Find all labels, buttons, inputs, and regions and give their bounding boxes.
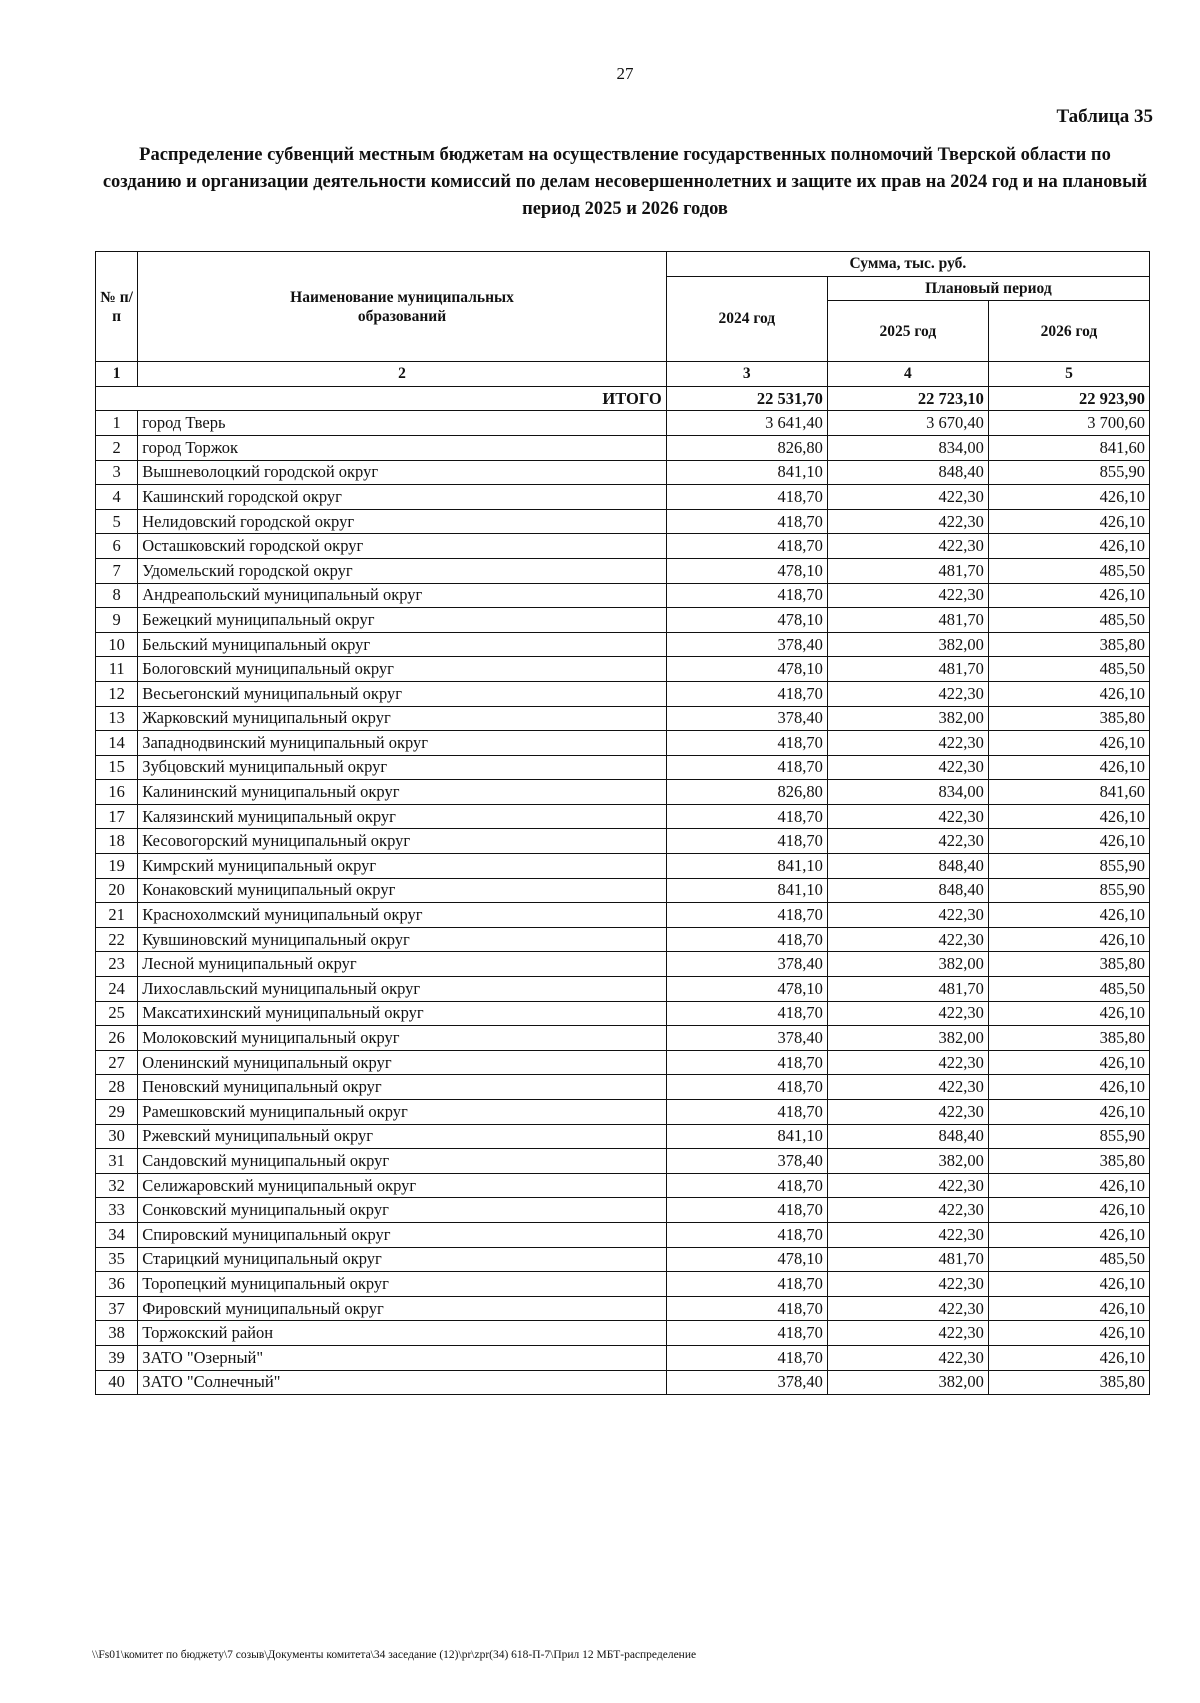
amount-2024: 478,10 <box>666 977 827 1002</box>
amount-2025: 422,30 <box>827 1100 988 1125</box>
table-row <box>96 780 1150 805</box>
header-name: Наименование муниципальных образований <box>138 252 666 362</box>
table-row <box>96 1124 1150 1149</box>
amount-2025: 834,00 <box>827 435 988 460</box>
amount-2025: 3 670,40 <box>827 411 988 436</box>
amount-2025: 422,30 <box>827 681 988 706</box>
amount-2026: 485,50 <box>988 657 1149 682</box>
row-number: 3 <box>96 460 138 485</box>
table-row <box>96 1198 1150 1223</box>
table-row <box>96 1149 1150 1174</box>
amount-2024: 418,70 <box>666 1075 827 1100</box>
table-row <box>96 1173 1150 1198</box>
row-number: 39 <box>96 1345 138 1370</box>
amount-2024: 418,70 <box>666 731 827 756</box>
municipality-name: Торжокский район <box>138 1321 666 1346</box>
header-sum: Сумма, тыс. руб. <box>666 252 1149 277</box>
subventions-table <box>95 251 1150 1395</box>
table-row <box>96 1321 1150 1346</box>
municipality-name: Ржевский муниципальный округ <box>138 1124 666 1149</box>
amount-2024: 418,70 <box>666 755 827 780</box>
amount-2025: 422,30 <box>827 903 988 928</box>
row-number: 29 <box>96 1100 138 1125</box>
amount-2026: 426,10 <box>988 1222 1149 1247</box>
amount-2025: 382,00 <box>827 952 988 977</box>
amount-2026: 426,10 <box>988 804 1149 829</box>
amount-2024: 418,70 <box>666 681 827 706</box>
row-number: 31 <box>96 1149 138 1174</box>
amount-2025: 422,30 <box>827 534 988 559</box>
table-row <box>96 681 1150 706</box>
amount-2025: 422,30 <box>827 804 988 829</box>
row-number: 14 <box>96 731 138 756</box>
amount-2025: 481,70 <box>827 977 988 1002</box>
row-number: 5 <box>96 509 138 534</box>
amount-2024: 418,70 <box>666 927 827 952</box>
amount-2026: 485,50 <box>988 608 1149 633</box>
amount-2026: 426,10 <box>988 1272 1149 1297</box>
row-number: 1 <box>96 411 138 436</box>
page-number: 27 <box>616 64 634 83</box>
row-number: 37 <box>96 1296 138 1321</box>
amount-2026: 426,10 <box>988 1198 1149 1223</box>
row-number: 7 <box>96 558 138 583</box>
row-number: 6 <box>96 534 138 559</box>
table-row <box>96 731 1150 756</box>
amount-2024: 418,70 <box>666 1345 827 1370</box>
table-row <box>96 1296 1150 1321</box>
row-number: 16 <box>96 780 138 805</box>
amount-2025: 422,30 <box>827 1345 988 1370</box>
municipality-name: Лихославльский муниципальный округ <box>138 977 666 1002</box>
total-2026: 22 923,90 <box>988 386 1149 411</box>
amount-2025: 422,30 <box>827 1321 988 1346</box>
table-row <box>96 755 1150 780</box>
amount-2026: 426,10 <box>988 903 1149 928</box>
row-number: 27 <box>96 1050 138 1075</box>
amount-2024: 418,70 <box>666 583 827 608</box>
amount-2026: 385,80 <box>988 1026 1149 1051</box>
column-numbers-row <box>96 362 1150 387</box>
municipality-name: Кашинский городской округ <box>138 485 666 510</box>
amount-2026: 426,10 <box>988 755 1149 780</box>
column-number: 2 <box>138 362 666 387</box>
table-row <box>96 411 1150 436</box>
table-row <box>96 509 1150 534</box>
amount-2025: 481,70 <box>827 1247 988 1272</box>
amount-2024: 418,70 <box>666 1321 827 1346</box>
amount-2025: 422,30 <box>827 1075 988 1100</box>
table-row <box>96 534 1150 559</box>
row-number: 17 <box>96 804 138 829</box>
amount-2026: 426,10 <box>988 1075 1149 1100</box>
amount-2025: 422,30 <box>827 1296 988 1321</box>
amount-2025: 422,30 <box>827 1222 988 1247</box>
amount-2026: 385,80 <box>988 1370 1149 1395</box>
amount-2026: 426,10 <box>988 1321 1149 1346</box>
amount-2024: 418,70 <box>666 1198 827 1223</box>
municipality-name: Бежецкий муниципальный округ <box>138 608 666 633</box>
amount-2026: 426,10 <box>988 509 1149 534</box>
table-row <box>96 608 1150 633</box>
table-row <box>96 1345 1150 1370</box>
amount-2026: 841,60 <box>988 780 1149 805</box>
amount-2025: 848,40 <box>827 460 988 485</box>
table-row <box>96 1100 1150 1125</box>
header-year-2025: 2025 год <box>827 301 988 362</box>
amount-2025: 481,70 <box>827 657 988 682</box>
total-2024: 22 531,70 <box>666 386 827 411</box>
amount-2025: 382,00 <box>827 706 988 731</box>
amount-2026: 426,10 <box>988 927 1149 952</box>
municipality-name: Сонковский муниципальный округ <box>138 1198 666 1223</box>
table-row <box>96 558 1150 583</box>
amount-2024: 378,40 <box>666 632 827 657</box>
municipality-name: Торопецкий муниципальный округ <box>138 1272 666 1297</box>
amount-2026: 855,90 <box>988 854 1149 879</box>
amount-2025: 422,30 <box>827 583 988 608</box>
amount-2025: 422,30 <box>827 927 988 952</box>
amount-2025: 848,40 <box>827 854 988 879</box>
row-number: 19 <box>96 854 138 879</box>
table-header <box>96 252 1150 362</box>
municipality-name: Конаковский муниципальный округ <box>138 878 666 903</box>
amount-2026: 426,10 <box>988 829 1149 854</box>
amount-2025: 481,70 <box>827 608 988 633</box>
amount-2025: 422,30 <box>827 509 988 534</box>
row-number: 36 <box>96 1272 138 1297</box>
amount-2026: 3 700,60 <box>988 411 1149 436</box>
amount-2026: 485,50 <box>988 558 1149 583</box>
column-number: 1 <box>96 362 138 387</box>
amount-2024: 841,10 <box>666 878 827 903</box>
header-plan-period: Плановый период <box>827 276 1149 301</box>
column-number: 5 <box>988 362 1149 387</box>
row-number: 13 <box>96 706 138 731</box>
amount-2024: 841,10 <box>666 854 827 879</box>
table-row <box>96 1001 1150 1026</box>
table-label: Таблица 35 <box>1056 106 1153 127</box>
municipality-name: Максатихинский муниципальный округ <box>138 1001 666 1026</box>
total-row <box>96 386 1150 411</box>
row-number: 8 <box>96 583 138 608</box>
municipality-name: Оленинский муниципальный округ <box>138 1050 666 1075</box>
row-number: 33 <box>96 1198 138 1223</box>
amount-2024: 378,40 <box>666 1370 827 1395</box>
table-row <box>96 1370 1150 1395</box>
table-row <box>96 952 1150 977</box>
amount-2024: 378,40 <box>666 1026 827 1051</box>
table-row <box>96 1026 1150 1051</box>
amount-2024: 418,70 <box>666 804 827 829</box>
municipality-name: Рамешковский муниципальный округ <box>138 1100 666 1125</box>
table-row <box>96 485 1150 510</box>
amount-2026: 485,50 <box>988 1247 1149 1272</box>
amount-2026: 385,80 <box>988 1149 1149 1174</box>
table-row <box>96 829 1150 854</box>
amount-2024: 418,70 <box>666 534 827 559</box>
municipality-name: Удомельский городской округ <box>138 558 666 583</box>
table-row <box>96 706 1150 731</box>
row-number: 28 <box>96 1075 138 1100</box>
row-number: 10 <box>96 632 138 657</box>
amount-2024: 418,70 <box>666 1272 827 1297</box>
row-number: 12 <box>96 681 138 706</box>
amount-2024: 378,40 <box>666 952 827 977</box>
amount-2026: 855,90 <box>988 1124 1149 1149</box>
amount-2025: 422,30 <box>827 1173 988 1198</box>
table-row <box>96 804 1150 829</box>
municipality-name: город Тверь <box>138 411 666 436</box>
amount-2024: 841,10 <box>666 460 827 485</box>
municipality-name: Пеновский муниципальный округ <box>138 1075 666 1100</box>
table-row <box>96 657 1150 682</box>
amount-2025: 834,00 <box>827 780 988 805</box>
amount-2026: 426,10 <box>988 1296 1149 1321</box>
table-row <box>96 1247 1150 1272</box>
amount-2026: 385,80 <box>988 706 1149 731</box>
amount-2024: 418,70 <box>666 903 827 928</box>
amount-2024: 478,10 <box>666 1247 827 1272</box>
amount-2026: 385,80 <box>988 952 1149 977</box>
row-number: 38 <box>96 1321 138 1346</box>
row-number: 26 <box>96 1026 138 1051</box>
row-number: 2 <box>96 435 138 460</box>
amount-2025: 422,30 <box>827 1272 988 1297</box>
amount-2025: 382,00 <box>827 1149 988 1174</box>
municipality-name: Фировский муниципальный округ <box>138 1296 666 1321</box>
amount-2026: 426,10 <box>988 1050 1149 1075</box>
amount-2025: 422,30 <box>827 829 988 854</box>
row-number: 24 <box>96 977 138 1002</box>
amount-2025: 422,30 <box>827 1050 988 1075</box>
municipality-name: Нелидовский городской округ <box>138 509 666 534</box>
total-2025: 22 723,10 <box>827 386 988 411</box>
amount-2026: 426,10 <box>988 1100 1149 1125</box>
column-number: 4 <box>827 362 988 387</box>
amount-2024: 418,70 <box>666 1173 827 1198</box>
amount-2026: 426,10 <box>988 534 1149 559</box>
amount-2026: 426,10 <box>988 1173 1149 1198</box>
municipality-name: Лесной муниципальный округ <box>138 952 666 977</box>
municipality-name: Кувшиновский муниципальный округ <box>138 927 666 952</box>
header-year-2026: 2026 год <box>988 301 1149 362</box>
amount-2025: 848,40 <box>827 1124 988 1149</box>
amount-2025: 382,00 <box>827 1370 988 1395</box>
table-row <box>96 854 1150 879</box>
municipality-name: Калининский муниципальный округ <box>138 780 666 805</box>
header-number: № п/п <box>96 252 138 362</box>
municipality-name: Бельский муниципальный округ <box>138 632 666 657</box>
amount-2025: 422,30 <box>827 1198 988 1223</box>
row-number: 30 <box>96 1124 138 1149</box>
amount-2024: 378,40 <box>666 706 827 731</box>
row-number: 18 <box>96 829 138 854</box>
amount-2026: 426,10 <box>988 731 1149 756</box>
amount-2024: 478,10 <box>666 657 827 682</box>
municipality-name: Кимрский муниципальный округ <box>138 854 666 879</box>
row-number: 34 <box>96 1222 138 1247</box>
amount-2025: 382,00 <box>827 632 988 657</box>
table-row <box>96 1050 1150 1075</box>
municipality-name: Старицкий муниципальный округ <box>138 1247 666 1272</box>
amount-2025: 422,30 <box>827 755 988 780</box>
table-row <box>96 632 1150 657</box>
table-row <box>96 903 1150 928</box>
amount-2024: 826,80 <box>666 435 827 460</box>
municipality-name: Кесовогорский муниципальный округ <box>138 829 666 854</box>
table-row <box>96 927 1150 952</box>
table-row <box>96 460 1150 485</box>
amount-2024: 418,70 <box>666 1222 827 1247</box>
row-number: 9 <box>96 608 138 633</box>
amount-2024: 378,40 <box>666 1149 827 1174</box>
municipality-name: ЗАТО "Озерный" <box>138 1345 666 1370</box>
row-number: 40 <box>96 1370 138 1395</box>
row-number: 25 <box>96 1001 138 1026</box>
municipality-name: Андреапольский муниципальный округ <box>138 583 666 608</box>
row-number: 11 <box>96 657 138 682</box>
table-row <box>96 1075 1150 1100</box>
amount-2024: 3 641,40 <box>666 411 827 436</box>
amount-2024: 418,70 <box>666 829 827 854</box>
municipality-name: Спировский муниципальный округ <box>138 1222 666 1247</box>
amount-2026: 426,10 <box>988 1345 1149 1370</box>
municipality-name: Сандовский муниципальный округ <box>138 1149 666 1174</box>
table-row <box>96 583 1150 608</box>
municipality-name: Калязинский муниципальный округ <box>138 804 666 829</box>
amount-2024: 418,70 <box>666 1296 827 1321</box>
footer-file-path: \\Fs01\комитет по бюджету\7 созыв\Документы комитета\34 заседание (12)\pr\zpr(34) 618-П-7\Прил 12 МБТ-распределение <box>92 1649 697 1661</box>
amount-2026: 855,90 <box>988 878 1149 903</box>
amount-2026: 385,80 <box>988 632 1149 657</box>
municipality-name: Краснохолмский муниципальный округ <box>138 903 666 928</box>
row-number: 35 <box>96 1247 138 1272</box>
row-number: 4 <box>96 485 138 510</box>
amount-2026: 426,10 <box>988 681 1149 706</box>
table-row <box>96 435 1150 460</box>
row-number: 15 <box>96 755 138 780</box>
municipality-name: Бологовский муниципальный округ <box>138 657 666 682</box>
amount-2026: 855,90 <box>988 460 1149 485</box>
amount-2025: 848,40 <box>827 878 988 903</box>
table-row <box>96 1272 1150 1297</box>
column-number: 3 <box>666 362 827 387</box>
amount-2024: 841,10 <box>666 1124 827 1149</box>
amount-2024: 478,10 <box>666 608 827 633</box>
municipality-name: Весьегонский муниципальный округ <box>138 681 666 706</box>
municipality-name: Зубцовский муниципальный округ <box>138 755 666 780</box>
municipality-name: Молоковский муниципальный округ <box>138 1026 666 1051</box>
amount-2024: 826,80 <box>666 780 827 805</box>
municipality-name: Селижаровский муниципальный округ <box>138 1173 666 1198</box>
row-number: 32 <box>96 1173 138 1198</box>
amount-2024: 418,70 <box>666 1050 827 1075</box>
table-row <box>96 977 1150 1002</box>
amount-2026: 426,10 <box>988 583 1149 608</box>
header-year-2024: 2024 год <box>666 276 827 362</box>
municipality-name: Жарковский муниципальный округ <box>138 706 666 731</box>
amount-2024: 418,70 <box>666 1100 827 1125</box>
row-number: 21 <box>96 903 138 928</box>
municipality-name: ЗАТО "Солнечный" <box>138 1370 666 1395</box>
amount-2025: 422,30 <box>827 485 988 510</box>
document-title: Распределение субвенций местным бюджетам на осуществление государственных полномочий Тверской области по созданию и организации деятельности комиссий по делам несовершеннолетних и защите их прав на 2024 год и на плановый период 2025 и 2026 годов <box>102 145 1148 219</box>
amount-2024: 418,70 <box>666 485 827 510</box>
amount-2026: 485,50 <box>988 977 1149 1002</box>
table-row <box>96 1222 1150 1247</box>
table-row <box>96 878 1150 903</box>
row-number: 22 <box>96 927 138 952</box>
amount-2026: 426,10 <box>988 485 1149 510</box>
amount-2025: 382,00 <box>827 1026 988 1051</box>
row-number: 23 <box>96 952 138 977</box>
amount-2026: 426,10 <box>988 1001 1149 1026</box>
amount-2026: 841,60 <box>988 435 1149 460</box>
amount-2024: 418,70 <box>666 1001 827 1026</box>
amount-2025: 481,70 <box>827 558 988 583</box>
municipality-name: Вышневолоцкий городской округ <box>138 460 666 485</box>
amount-2025: 422,30 <box>827 1001 988 1026</box>
municipality-name: город Торжок <box>138 435 666 460</box>
amount-2024: 418,70 <box>666 509 827 534</box>
row-number: 20 <box>96 878 138 903</box>
municipality-name: Западнодвинский муниципальный округ <box>138 731 666 756</box>
amount-2025: 422,30 <box>827 731 988 756</box>
municipality-name: Осташковский городской округ <box>138 534 666 559</box>
total-label: ИТОГО <box>96 386 667 411</box>
table-body <box>96 362 1150 1395</box>
amount-2024: 478,10 <box>666 558 827 583</box>
